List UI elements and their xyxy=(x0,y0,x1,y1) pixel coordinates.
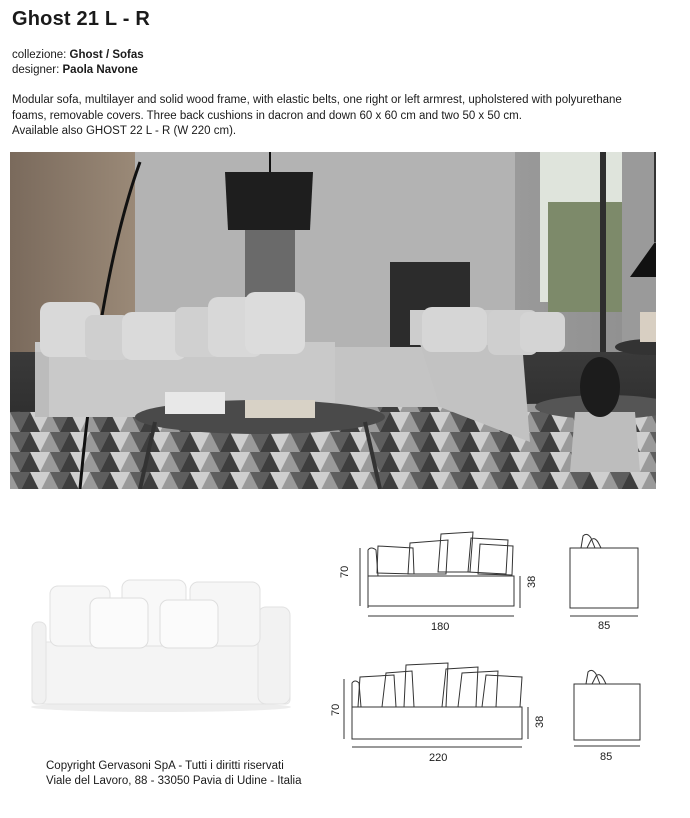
designer-line xyxy=(12,63,138,78)
dim-height-bottom: 70 xyxy=(330,703,342,716)
dim-seat-height-top: 38 xyxy=(526,575,538,588)
product-description xyxy=(12,93,672,140)
dim-seat-height-bottom: 38 xyxy=(534,715,546,728)
description-line: Modular sofa, multilayer and solid wood frame, with elastic belts, one right or left armrest, upholstered with polyurethane xyxy=(12,94,622,106)
collection-label: collezione: xyxy=(12,49,67,61)
dim-depth-top: 85 xyxy=(598,620,611,632)
footer-copyright xyxy=(46,759,302,789)
product-title: Ghost 21 L - R xyxy=(12,8,151,30)
description-line: Available also GHOST 22 L - R (W 220 cm). xyxy=(12,125,237,137)
drawing-front-220 xyxy=(338,655,558,755)
footer-line: Copyright Gervasoni SpA - Tutti i diritti riservati xyxy=(46,760,284,772)
drawing-side-top xyxy=(565,530,640,620)
dim-width-bottom: 220 xyxy=(429,752,448,764)
dim-height-top: 70 xyxy=(339,565,351,578)
designer-value: Paola Navone xyxy=(62,64,138,76)
dim-width-top: 180 xyxy=(431,621,450,633)
collection-line xyxy=(12,48,144,63)
designer-label: designer: xyxy=(12,64,60,76)
collection-value: Ghost / Sofas xyxy=(69,49,144,61)
hero-photo xyxy=(10,152,656,489)
drawing-side-bottom xyxy=(568,666,643,750)
description-line: foams, removable covers. Three back cushions in dacron and down 60 x 60 cm and two 50 x 50 cm. xyxy=(12,109,522,122)
dim-depth-bottom: 85 xyxy=(600,751,613,763)
sofa-product-photo xyxy=(30,572,292,712)
footer-line: Viale del Lavoro, 88 - 33050 Pavia di Udine - Italia xyxy=(46,775,302,787)
